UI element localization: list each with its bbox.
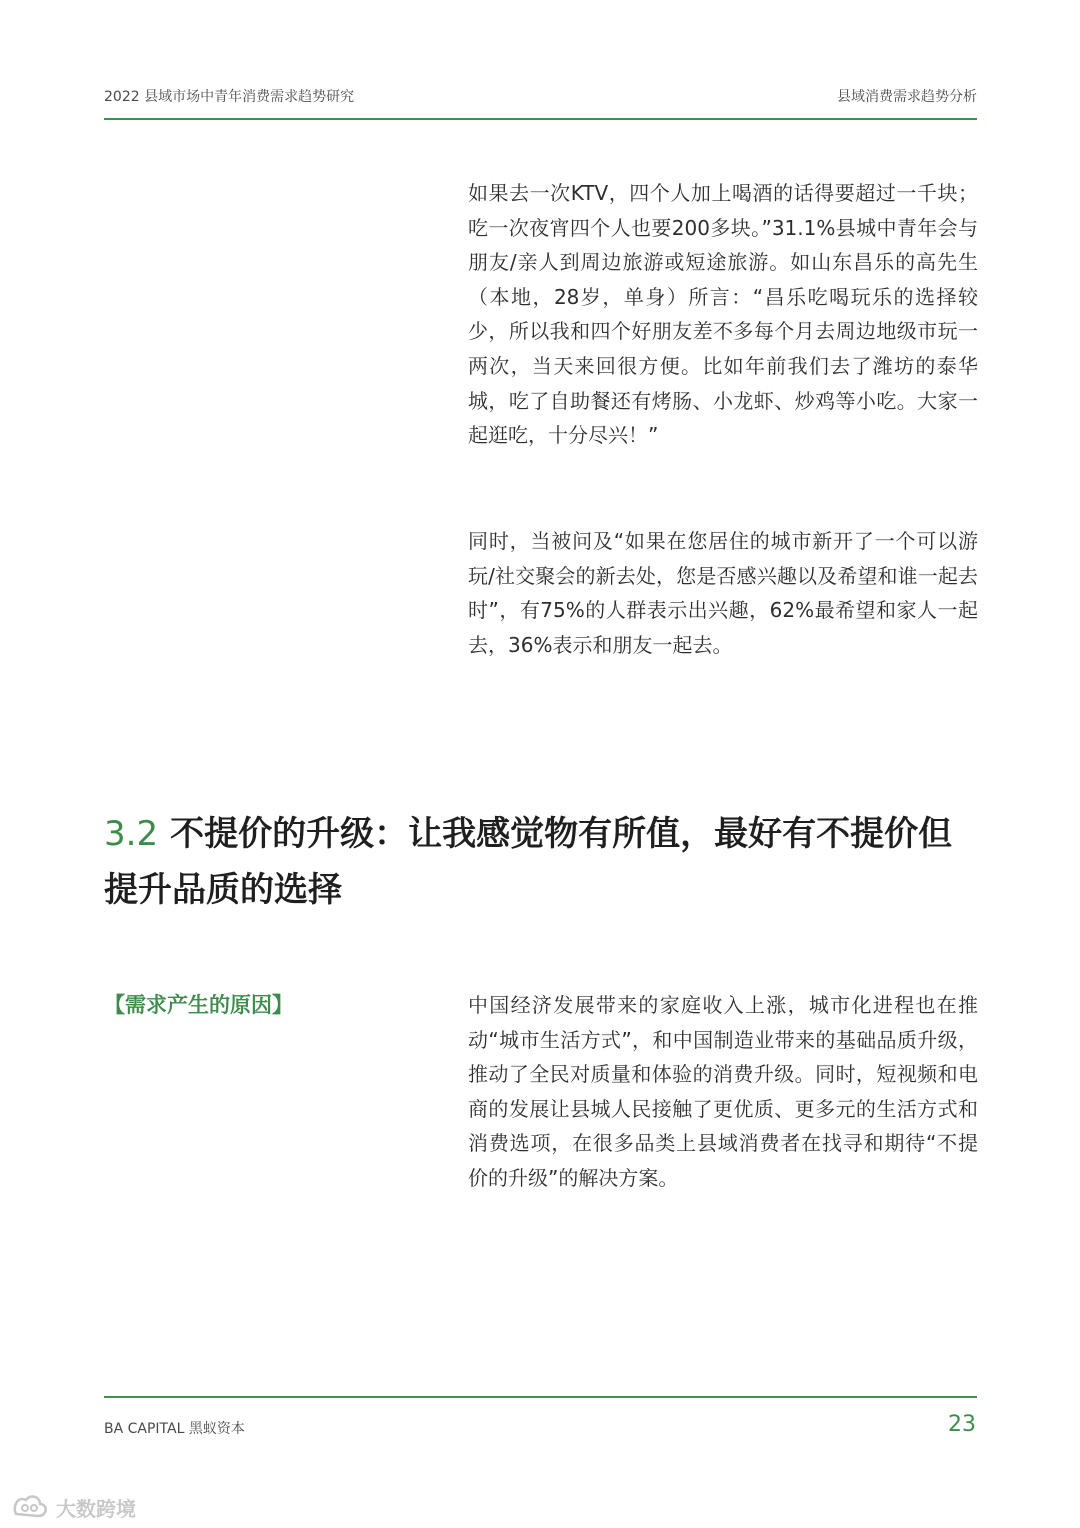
footer-divider [104, 1396, 977, 1398]
section-heading [104, 806, 984, 918]
body-paragraph-1: 如果去一次KTV，四个人加上喝酒的话得要超过一千块；吃一次夜宵四个人也要200多块。”31.1%县城中青年会与朋友/亲人到周边旅游或短途旅游。如山东昌乐的高先生（本地，28岁，单身）所言：“昌乐吃喝玩乐的选择较少，所以我和四个好朋友差不多每个月去周边地级市玩一两次，当天来回很方便。比如年前我们去了潍坊的泰华城，吃了自助餐还有烤肠、小龙虾、炒鸡等小吃。大家一起逛吃，十分尽兴！” [468, 181, 978, 448]
brand-logo-icon [10, 1492, 50, 1522]
header-divider [104, 118, 977, 120]
watermark-text: 大数跨境 [56, 1496, 136, 1521]
section-number: 3.2 [104, 814, 159, 854]
header-right-title: 县域消费需求趋势分析 [837, 89, 977, 105]
section-title: 不提价的升级：让我感觉物有所值，最好有不提价但提升品质的选择 [104, 814, 953, 910]
page-number: 23 [948, 1412, 976, 1437]
body-paragraph-2: 同时，当被问及“如果在您居住的城市新开了一个可以游玩/社交聚会的新去处，您是否感兴趣以及希望和谁一起去时”，有75%的人群表示出兴趣，62%最希望和家人一起去，36%表示和朋友一起去。 [468, 529, 978, 657]
watermark [10, 1490, 136, 1524]
section-paragraph: 中国经济发展带来的家庭收入上涨，城市化进程也在推动“城市生活方式”，和中国制造业带来的基础品质升级，推动了全民对质量和体验的消费升级。同时，短视频和电商的发展让县城人民接触了更优质、更多元的生活方式和消费选项，在很多品类上县域消费者在找寻和期待“不提价的升级”的解决方案。 [468, 993, 978, 1190]
header-left-title: 2022 县域市场中青年消费需求趋势研究 [104, 89, 355, 105]
footer-brand: BA CAPITAL 黑蚁资本 [104, 1421, 245, 1437]
section-tag: 【需求产生的原因】 [104, 993, 293, 1017]
